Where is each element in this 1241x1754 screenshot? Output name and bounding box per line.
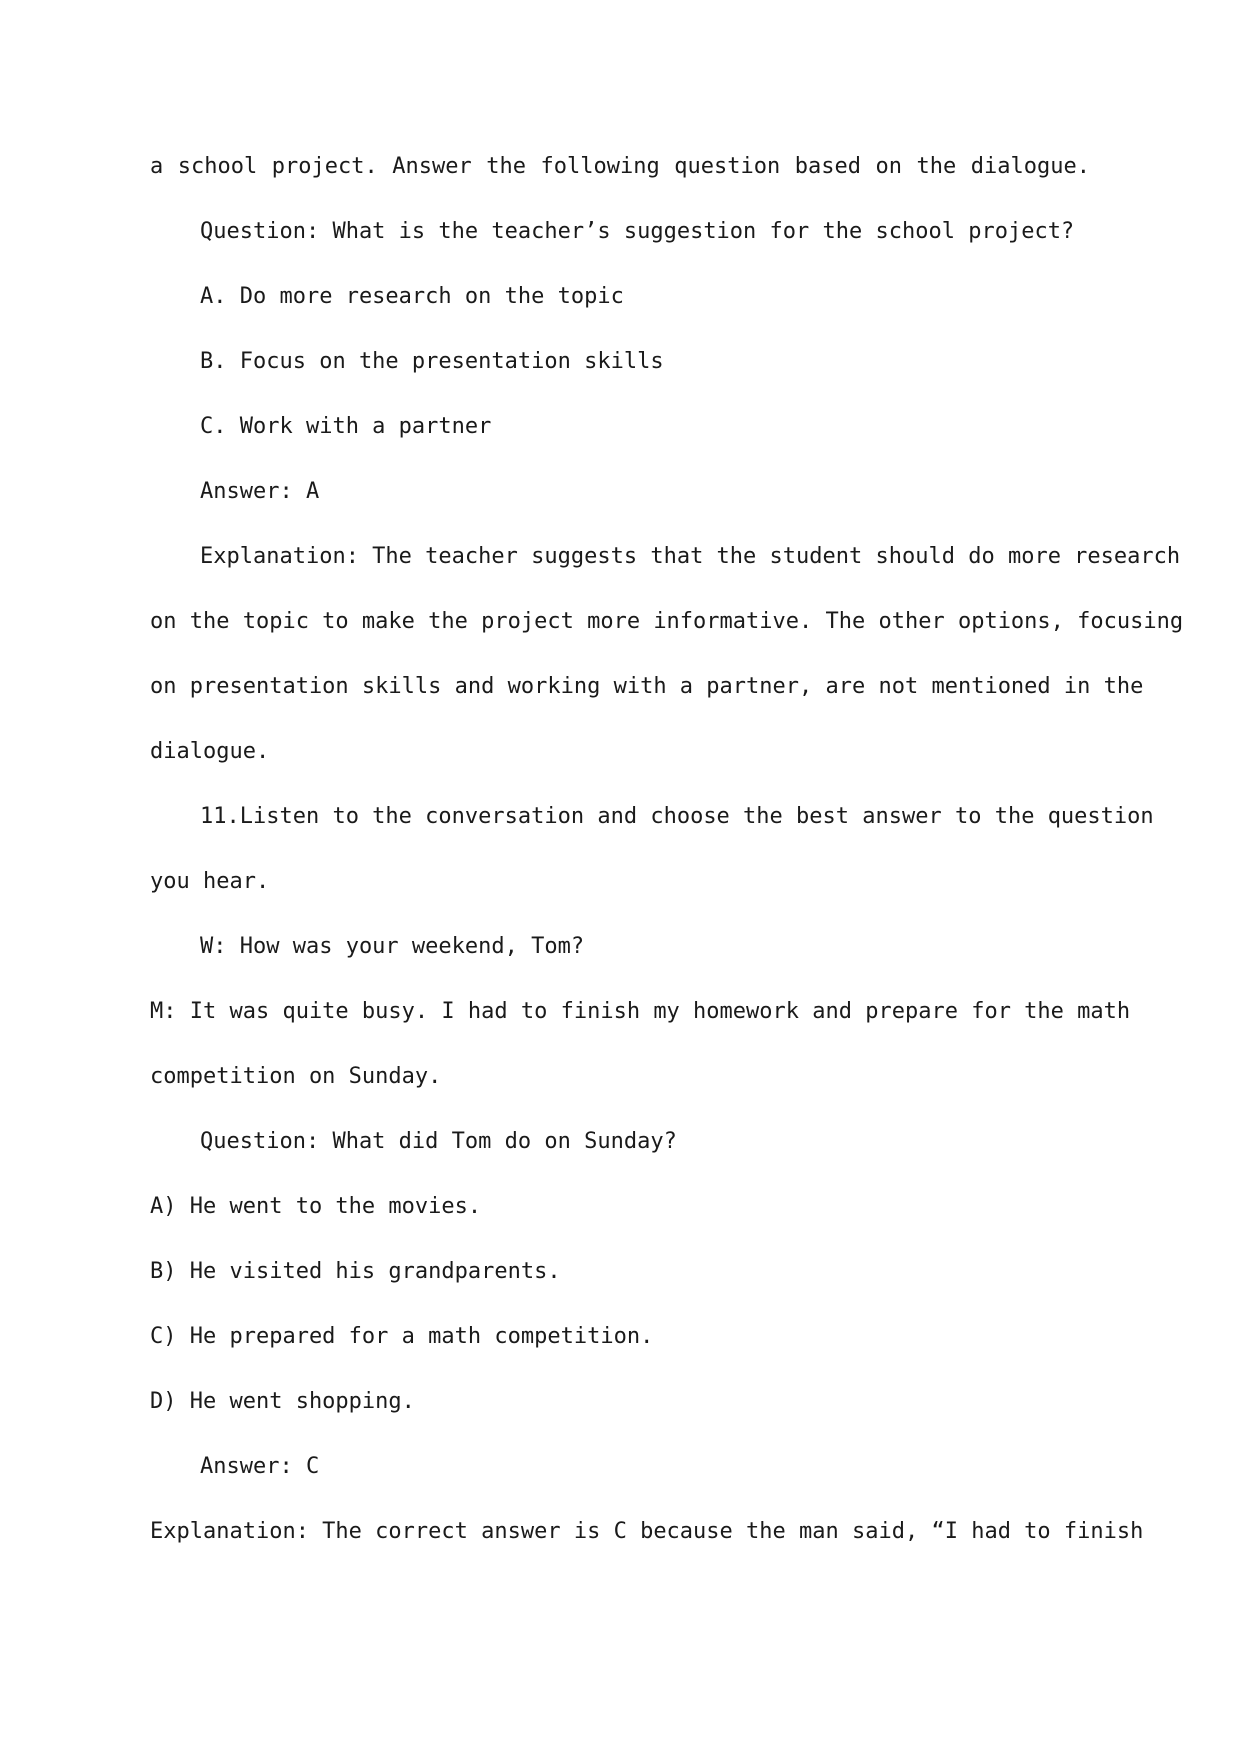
option-c: C) He prepared for a math competition. — [150, 1324, 654, 1349]
explanation-text: on presentation skills and working with a partner, are not mentioned in the — [150, 674, 1144, 699]
question-heading: you hear. — [150, 869, 270, 894]
option-b: B) He visited his grandparents. — [150, 1259, 561, 1284]
option-a: A. Do more research on the topic — [200, 284, 624, 309]
explanation-text: Explanation: The correct answer is C because the man said, “I had to finish — [150, 1519, 1144, 1544]
question-heading: 11.Listen to the conversation and choose the best answer to the question — [200, 804, 1154, 829]
option-d: D) He went shopping. — [150, 1389, 415, 1414]
option-c: C. Work with a partner — [200, 414, 492, 439]
option-b: B. Focus on the presentation skills — [200, 349, 664, 374]
explanation-text: Explanation: The teacher suggests that the student should do more research — [200, 544, 1181, 569]
text-line: a school project. Answer the following question based on the dialogue. — [150, 154, 1090, 179]
option-a: A) He went to the movies. — [150, 1194, 482, 1219]
question-text: Question: What is the teacher’s suggestion for the school project? — [200, 219, 1075, 244]
question-text: Question: What did Tom do on Sunday? — [200, 1129, 677, 1154]
answer-text: Answer: C — [200, 1454, 320, 1479]
answer-text: Answer: A — [200, 479, 320, 504]
dialogue-line: competition on Sunday. — [150, 1064, 442, 1089]
explanation-text: on the topic to make the project more informative. The other options, focusing — [150, 609, 1184, 634]
explanation-text: dialogue. — [150, 739, 270, 764]
dialogue-line: M: It was quite busy. I had to finish my homework and prepare for the math — [150, 999, 1131, 1024]
dialogue-line: W: How was your weekend, Tom? — [200, 934, 585, 959]
